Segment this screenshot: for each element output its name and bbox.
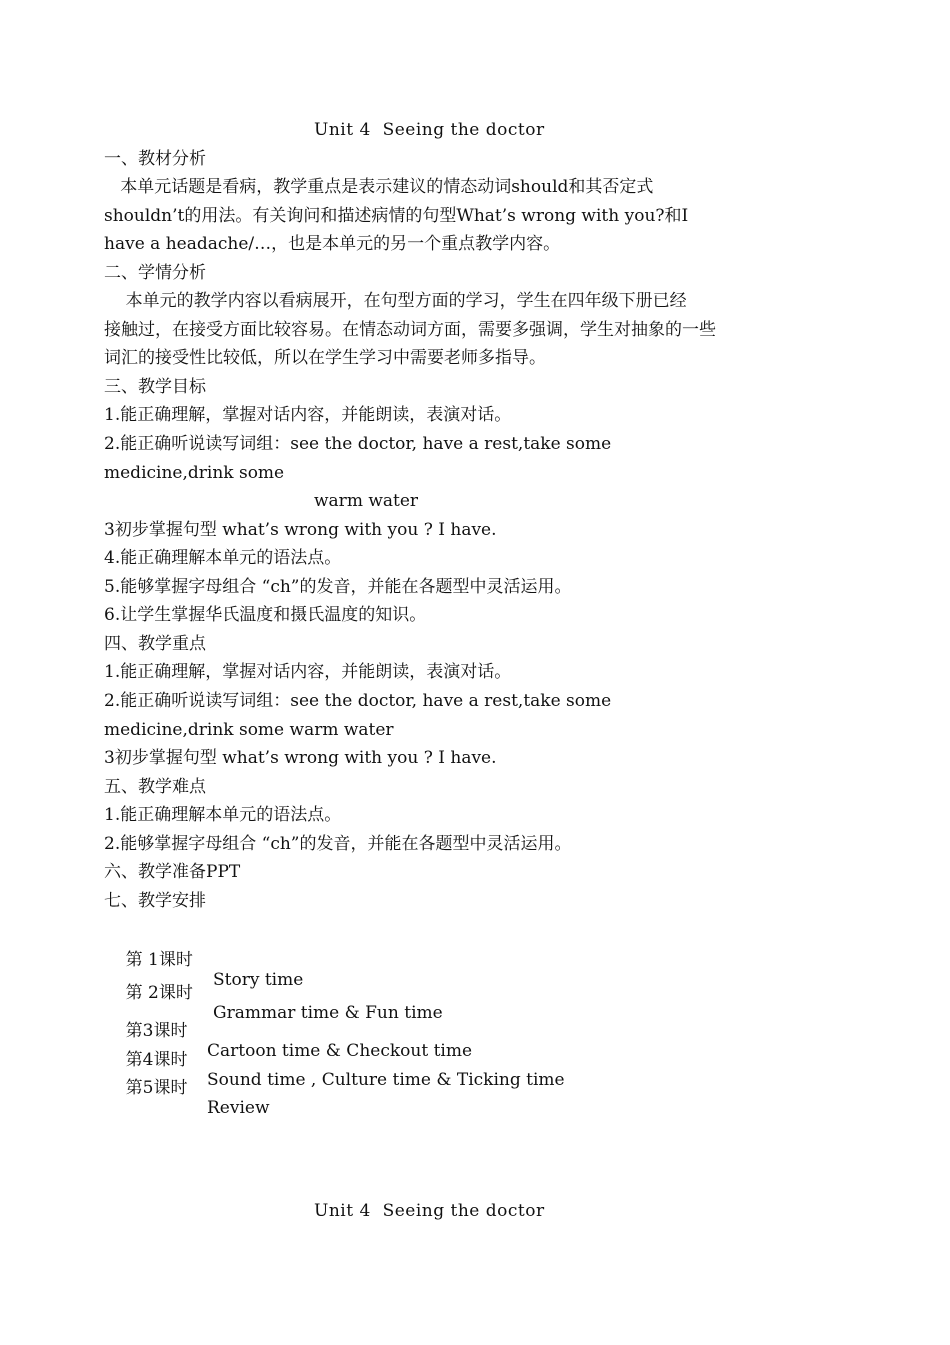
section-2-line: 词汇的接受性比较低，所以在学生学习中需要老师多指导。 <box>104 348 546 368</box>
schedule-lesson: 第 1课时 <box>125 950 193 970</box>
section-3-line: 6.让学生掌握华氏温度和摄氏温度的知识。 <box>104 605 427 625</box>
section-1-line: have a headache/…，也是本单元的另一个重点教学内容。 <box>104 234 561 254</box>
schedule-lesson: 第5课时 <box>125 1078 188 1098</box>
section-3-line: 3初步掌握句型 what’s wrong with you ? I have. <box>104 520 497 540</box>
section-5-heading: 五、教学难点 <box>104 777 206 797</box>
section-3-line: 2.能正确听说读写词组：see the doctor, have a rest,take some <box>104 434 612 454</box>
section-3-heading: 三、教学目标 <box>104 377 206 397</box>
schedule-row <box>104 1058 270 1118</box>
section-4-line: 3初步掌握句型 what’s wrong with you ? I have. <box>104 748 497 768</box>
section-6-heading: 六、教学准备PPT <box>104 862 241 882</box>
section-1-line: 本单元话题是看病，教学重点是表示建议的情态动词should和其否定式 <box>104 177 654 197</box>
section-1-line: shouldn’t的用法。有关询问和描述病情的句型What’s wrong with you?和I <box>104 206 689 226</box>
section-3-line: medicine,drink some <box>104 463 285 483</box>
next-page-title: Unit 4 Seeing the doctor <box>314 1201 545 1221</box>
schedule-row <box>104 930 304 990</box>
section-3-line: 1.能正确理解，掌握对话内容，并能朗读，表演对话。 <box>104 405 512 425</box>
schedule-lesson: 第 2课时 <box>125 983 193 1003</box>
section-4-line: 2.能正确听说读写词组：see the doctor, have a rest,take some <box>104 691 612 711</box>
schedule-content: Sound time , Culture time & Ticking time <box>207 1070 565 1090</box>
document-title: Unit 4 Seeing the doctor <box>314 120 545 140</box>
section-5-line: 1.能正确理解本单元的语法点。 <box>104 805 342 825</box>
schedule-content: Grammar time & Fun time <box>213 1003 443 1023</box>
section-2-heading: 二、学情分析 <box>104 263 206 283</box>
schedule-content: Cartoon time & Checkout time <box>207 1041 473 1061</box>
section-2-line: 接触过，在接受方面比较容易。在情态动词方面，需要多强调，学生对抽象的一些 <box>104 320 716 340</box>
schedule-lesson: 第3课时 <box>125 1021 188 1041</box>
schedule-lesson: 第4课时 <box>125 1050 188 1070</box>
schedule-content: Review <box>207 1098 270 1118</box>
section-5-line: 2.能够掌握字母组合 “ch”的发音，并能在各题型中灵活运用。 <box>104 834 572 854</box>
schedule-content: Story time <box>213 970 304 990</box>
section-4-line: medicine,drink some warm water <box>104 720 394 740</box>
section-2-line: 本单元的教学内容以看病展开，在句型方面的学习，学生在四年级下册已经 <box>104 291 687 311</box>
section-1-heading: 一、教材分析 <box>104 149 206 169</box>
section-4-line: 1.能正确理解，掌握对话内容，并能朗读，表演对话。 <box>104 662 512 682</box>
section-3-line: 4.能正确理解本单元的语法点。 <box>104 548 342 568</box>
section-7-heading: 七、教学安排 <box>104 891 206 911</box>
section-3-line: warm water <box>314 491 419 511</box>
section-4-heading: 四、教学重点 <box>104 634 206 654</box>
section-3-line: 5.能够掌握字母组合 “ch”的发音，并能在各题型中灵活运用。 <box>104 577 572 597</box>
